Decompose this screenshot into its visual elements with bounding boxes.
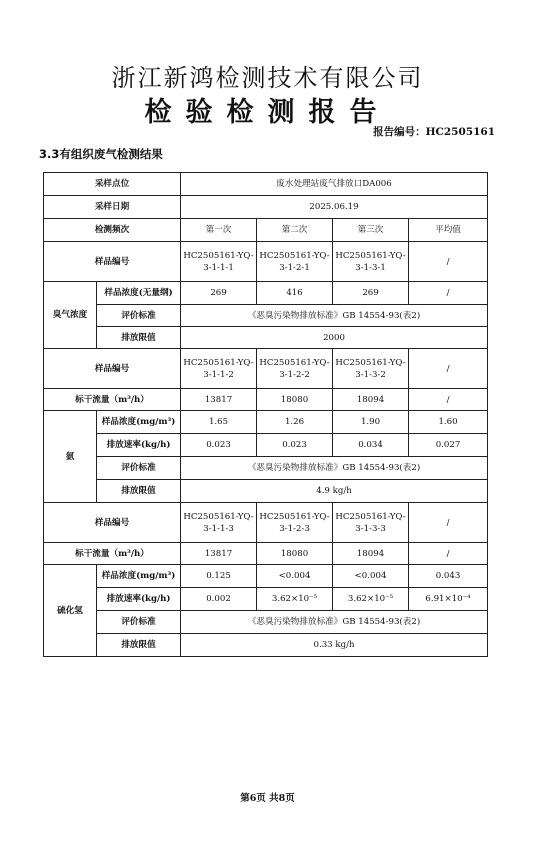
h2s-conc-3: <0.004 — [333, 565, 409, 588]
odor-sample-3: HC2505161-YQ-3-1-3-1 — [333, 242, 409, 282]
table-row — [44, 457, 488, 480]
avg-label: 平均值 — [409, 219, 488, 242]
nh3-flow-1: 13817 — [181, 389, 257, 411]
h2s-standard-label: 评价标准 — [97, 611, 181, 634]
h2s-rate-1: 0.002 — [181, 588, 257, 611]
sample-no-label: 样品编号 — [44, 503, 181, 543]
table-row — [44, 242, 488, 282]
nh3-conc-avg: 1.60 — [409, 411, 488, 434]
nh3-limit-value: 4.9 kg/h — [181, 480, 488, 503]
h2s-conc-2: <0.004 — [257, 565, 333, 588]
h2s-rate-2: 3.62×10⁻⁵ — [257, 588, 333, 611]
h2s-flow-2: 18080 — [257, 543, 333, 565]
table-row — [44, 219, 488, 242]
table-row — [44, 411, 488, 434]
nh3-rate-label: 排放速率(kg/h) — [97, 434, 181, 457]
h2s-limit-value: 0.33 kg/h — [181, 634, 488, 657]
sampling-date-value: 2025.06.19 — [181, 196, 488, 219]
odor-standard-label: 评价标准 — [97, 305, 181, 327]
table-row — [44, 611, 488, 634]
h2s-flow-1: 13817 — [181, 543, 257, 565]
report-number: 报告编号：HC2505161 — [373, 126, 495, 138]
h2s-group-label: 硫化氢 — [44, 565, 97, 657]
nh3-flow-3: 18094 — [333, 389, 409, 411]
h2s-rate-3: 3.62×10⁻⁵ — [333, 588, 409, 611]
report-title: 检验检测报告 — [144, 97, 391, 128]
freq-3: 第三次 — [333, 219, 409, 242]
h2s-flow-label: 标干流量（m³/h） — [44, 543, 181, 565]
table-row — [44, 588, 488, 611]
sampling-point-value: 废水处理站废气排放口DA006 — [181, 173, 488, 196]
table-row — [44, 349, 488, 389]
odor-standard-value: 《恶臭污染物排放标准》GB 14554-93(表2) — [181, 305, 488, 327]
nh3-flow-label: 标干流量（m³/h） — [44, 389, 181, 411]
h2s-sample-1: HC2505161-YQ-3-1-1-3 — [181, 503, 257, 543]
nh3-standard-value: 《恶臭污染物排放标准》GB 14554-93(表2) — [181, 457, 488, 480]
nh3-sample-3: HC2505161-YQ-3-1-3-2 — [333, 349, 409, 389]
table-row — [44, 480, 488, 503]
table-row — [44, 196, 488, 219]
table-row — [44, 305, 488, 327]
h2s-conc-avg: 0.043 — [409, 565, 488, 588]
table-row — [44, 543, 488, 565]
sampling-point-label: 采样点位 — [44, 173, 181, 196]
h2s-limit-label: 排放限值 — [97, 634, 181, 657]
nh3-sample-avg: / — [409, 349, 488, 389]
nh3-rate-1: 0.023 — [181, 434, 257, 457]
nh3-conc-label: 样品浓度(mg/m³) — [97, 411, 181, 434]
odor-conc-3: 269 — [333, 282, 409, 305]
table-row — [44, 173, 488, 196]
h2s-sample-avg: / — [409, 503, 488, 543]
h2s-rate-avg: 6.91×10⁻⁴ — [409, 588, 488, 611]
table-row — [44, 327, 488, 349]
h2s-conc-1: 0.125 — [181, 565, 257, 588]
table-row — [44, 565, 488, 588]
odor-limit-label: 排放限值 — [97, 327, 181, 349]
h2s-flow-avg: / — [409, 543, 488, 565]
nh3-sample-1: HC2505161-YQ-3-1-1-2 — [181, 349, 257, 389]
nh3-conc-1: 1.65 — [181, 411, 257, 434]
section-title: 3.3有组织废气检测结果 — [39, 147, 163, 161]
nh3-group-label: 氨 — [44, 411, 97, 503]
table-row — [44, 282, 488, 305]
h2s-sample-2: HC2505161-YQ-3-1-2-3 — [257, 503, 333, 543]
nh3-flow-avg: / — [409, 389, 488, 411]
odor-conc-label: 样品浓度(无量纲) — [97, 282, 181, 305]
nh3-flow-2: 18080 — [257, 389, 333, 411]
table-row — [44, 434, 488, 457]
h2s-standard-value: 《恶臭污染物排放标准》GB 14554-93(表2) — [181, 611, 488, 634]
nh3-sample-2: HC2505161-YQ-3-1-2-2 — [257, 349, 333, 389]
nh3-limit-label: 排放限值 — [97, 480, 181, 503]
odor-group-label: 臭气浓度 — [44, 282, 97, 349]
frequency-label: 检测频次 — [44, 219, 181, 242]
sample-no-label: 样品编号 — [44, 349, 181, 389]
sample-no-label: 样品编号 — [44, 242, 181, 282]
page-number: 第6页 共8页 — [240, 793, 295, 804]
table-row — [44, 634, 488, 657]
table-row — [44, 503, 488, 543]
odor-conc-2: 416 — [257, 282, 333, 305]
odor-limit-value: 2000 — [181, 327, 488, 349]
odor-conc-1: 269 — [181, 282, 257, 305]
odor-sample-avg: / — [409, 242, 488, 282]
nh3-conc-3: 1.90 — [333, 411, 409, 434]
odor-sample-1: HC2505161-YQ-3-1-1-1 — [181, 242, 257, 282]
h2s-conc-label: 样品浓度(mg/m³) — [97, 565, 181, 588]
nh3-conc-2: 1.26 — [257, 411, 333, 434]
odor-sample-2: HC2505161-YQ-3-1-2-1 — [257, 242, 333, 282]
h2s-flow-3: 18094 — [333, 543, 409, 565]
odor-conc-avg: / — [409, 282, 488, 305]
h2s-rate-label: 排放速率(kg/h) — [97, 588, 181, 611]
nh3-rate-3: 0.034 — [333, 434, 409, 457]
table-row — [44, 389, 488, 411]
freq-2: 第二次 — [257, 219, 333, 242]
results-table — [43, 172, 488, 657]
freq-1: 第一次 — [181, 219, 257, 242]
h2s-sample-3: HC2505161-YQ-3-1-3-3 — [333, 503, 409, 543]
sampling-date-label: 采样日期 — [44, 196, 181, 219]
nh3-standard-label: 评价标准 — [97, 457, 181, 480]
nh3-rate-2: 0.023 — [257, 434, 333, 457]
nh3-rate-avg: 0.027 — [409, 434, 488, 457]
company-name: 浙江新鸿检测技术有限公司 — [111, 64, 424, 92]
